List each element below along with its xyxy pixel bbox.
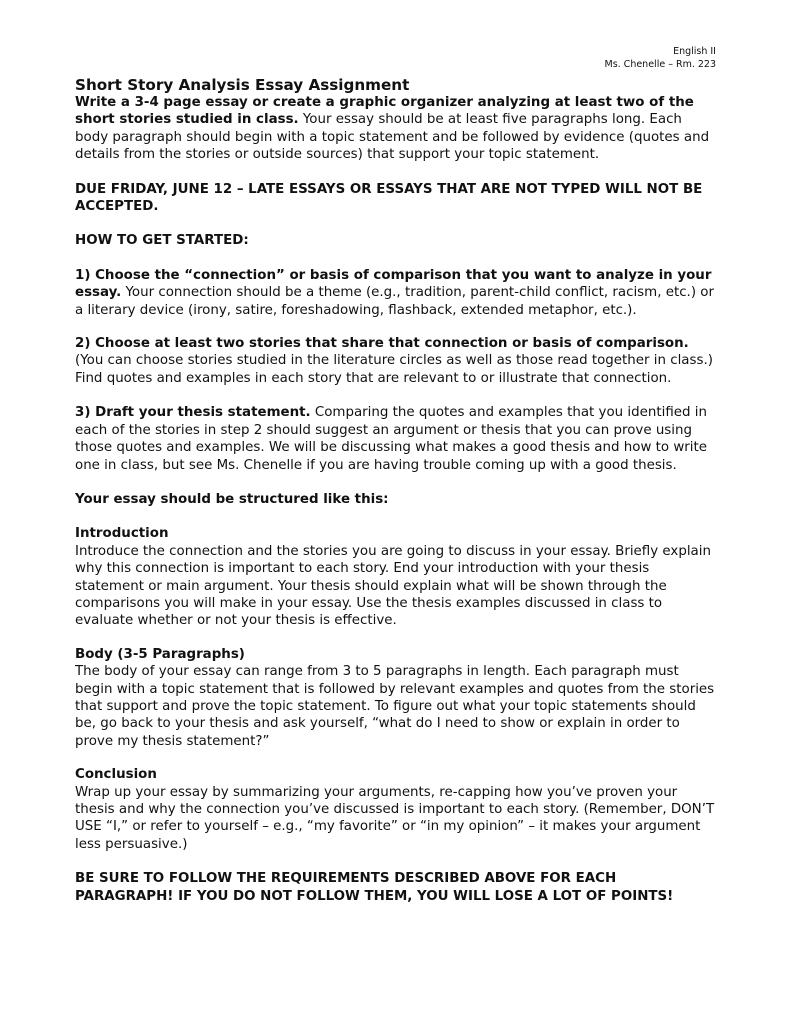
step-1-bold: 1) Choose the “connection” or basis of comparison that you want to analyze in your essay. bbox=[75, 267, 712, 301]
body-heading: Body (3-5 Paragraphs) bbox=[75, 646, 245, 662]
introduction-heading: Introduction bbox=[75, 526, 169, 542]
step-2-bold: 2) Choose at least two stories that share that connection or basis of comparison. bbox=[75, 336, 689, 352]
structure-heading: Your essay should be structured like this: bbox=[75, 491, 389, 507]
course-name: English II bbox=[673, 46, 716, 57]
intro-paragraph bbox=[75, 94, 718, 164]
final-warning: BE SURE TO FOLLOW THE REQUIREMENTS DESCRIBED ABOVE FOR EACH PARAGRAPH! IF YOU DO NOT FOLLOW THEM, YOU WILL LOSE A LOT OF POINTS! bbox=[75, 871, 674, 904]
intro-bold: Write a 3-4 page essay or create a graphic organizer analyzing at least two of the short stories studied in class. bbox=[75, 95, 694, 128]
step-2 bbox=[75, 335, 718, 387]
step-1-text: Your connection should be a theme (e.g., tradition, parent-child conflict, racism, etc.) or a literary device (irony, satire, foreshadowing, flashback, extended metaphor, etc.). bbox=[75, 285, 714, 318]
conclusion-heading: Conclusion bbox=[75, 767, 157, 783]
conclusion-text: Wrap up your essay by summarizing your arguments, re-capping how you’ve proven your thesis and why the connection you’ve discussed is important to each story. (Remember, DON’T USE “I,” or refer to yourself – e.g., “my favorite” or “in my opinion” – it makes your argument less persuasive.) bbox=[75, 784, 715, 852]
body-text: The body of your essay can range from 3 to 5 paragraphs in length. Each paragraph must begin with a topic statement that is followed by relevant examples and quotes from the stories that support and prove the topic statement. To figure out what your topic statements should be, go back to your thesis and ask yourself, “what do I need to show or explain in order to prove my thesis statement?” bbox=[75, 664, 715, 749]
step-3-bold: 3) Draft your thesis statement. bbox=[75, 405, 311, 421]
how-to-heading: HOW TO GET STARTED: bbox=[75, 233, 249, 249]
due-notice: DUE FRIDAY, JUNE 12 – LATE ESSAYS OR ESSAYS THAT ARE NOT TYPED WILL NOT BE ACCEPTED. bbox=[75, 181, 703, 215]
introduction-text: Introduce the connection and the stories you are going to discuss in your essay. Briefly explain why this connection is important to each story. End your introduction with your thesis statement or main argument. Your thesis should explain what will be shown through the comparisons you will make in your essay. Use the thesis examples discussed in class to evaluate whether or not your thesis is effective. bbox=[75, 543, 711, 629]
document-body bbox=[75, 76, 718, 905]
step-2-text: (You can choose stories studied in the literature circles as well as those read together in class.) Find quotes and examples in each story that are relevant to or illustrate that connection. bbox=[75, 353, 713, 386]
teacher-room: Ms. Chenelle – Rm. 223 bbox=[604, 59, 716, 70]
page-header bbox=[605, 45, 717, 71]
step-1 bbox=[75, 267, 718, 319]
intro-text: Your essay should be at least five paragraphs long. Each body paragraph should begin with a topic statement and be followed by evidence (quotes and details from the stories or outside sources) that support your topic statement. bbox=[75, 112, 710, 163]
assignment-title: Short Story Analysis Essay Assignment bbox=[75, 76, 410, 94]
step-3 bbox=[75, 404, 718, 474]
step-3-text: Comparing the quotes and examples that you identified in each of the stories in step 2 should suggest an argument or thesis that you can prove using those quotes and examples. We will be discussing what makes a good thesis and how to write one in class, but see Ms. Chenelle if you are having trouble coming up with a good thesis. bbox=[75, 405, 708, 473]
